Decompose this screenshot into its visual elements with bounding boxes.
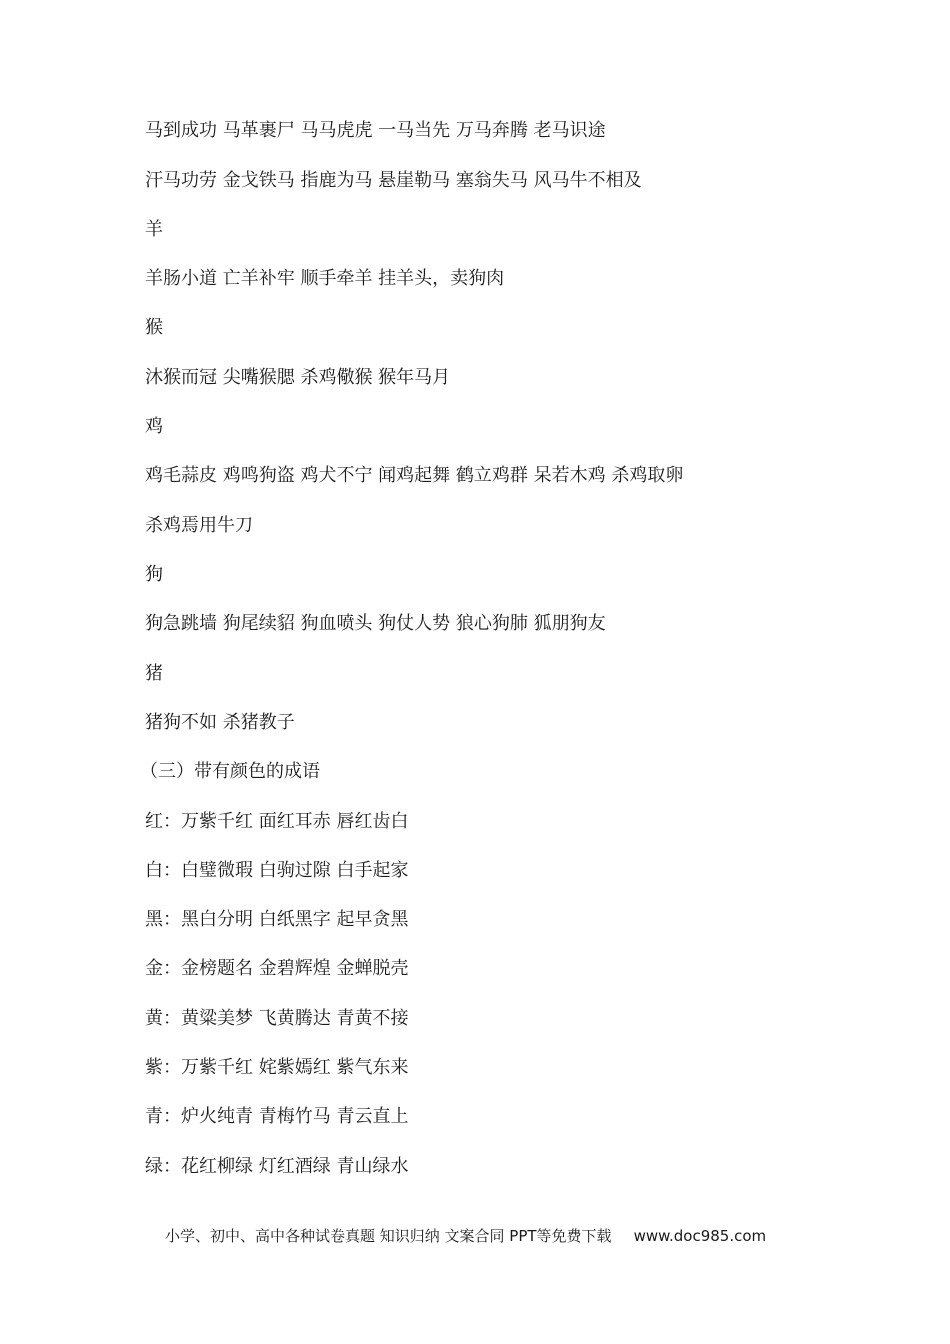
text-line: 黄：黄粱美梦 飞黄腾达 青黄不接 bbox=[145, 1008, 409, 1029]
text-line: 鸡毛蒜皮 鸡鸣狗盗 鸡犬不宁 闻鸡起舞 鹤立鸡群 呆若木鸡 杀鸡取卵 bbox=[145, 465, 684, 486]
text-line: 金：金榜题名 金碧辉煌 金蝉脱壳 bbox=[145, 958, 409, 979]
page-footer bbox=[165, 1225, 766, 1247]
text-line: 绿：花红柳绿 灯红酒绿 青山绿水 bbox=[145, 1156, 409, 1177]
section-heading: 鸡 bbox=[145, 416, 163, 437]
text-line: 沐猴而冠 尖嘴猴腮 杀鸡儆猴 猴年马月 bbox=[145, 367, 451, 388]
section-heading: 猴 bbox=[145, 317, 163, 338]
text-line: 汗马功劳 金戈铁马 指鹿为马 悬崖勒马 塞翁失马 风马牛不相及 bbox=[145, 170, 642, 191]
text-line: 杀鸡焉用牛刀 bbox=[145, 515, 253, 536]
section-heading: 猪 bbox=[145, 663, 163, 684]
footer-text: 小学、初中、高中各种试卷真题 知识归纳 文案合同 PPT等免费下载 bbox=[165, 1227, 612, 1245]
text-line: 青：炉火纯青 青梅竹马 青云直上 bbox=[145, 1106, 409, 1127]
text-line: 狗急跳墙 狗尾续貂 狗血喷头 狗仗人势 狼心狗肺 狐朋狗友 bbox=[145, 613, 606, 634]
text-line: 马到成功 马革裹尸 马马虎虎 一马当先 万马奔腾 老马识途 bbox=[145, 120, 606, 141]
text-line: 猪狗不如 杀猪教子 bbox=[145, 712, 295, 733]
section-heading: 狗 bbox=[145, 564, 163, 585]
text-line: 红：万紫千红 面红耳赤 唇红齿白 bbox=[145, 811, 409, 832]
text-line: 白：白璧微瑕 白驹过隙 白手起家 bbox=[145, 860, 409, 881]
text-line: 羊肠小道 亡羊补牢 顺手牵羊 挂羊头，卖狗肉 bbox=[145, 268, 505, 289]
text-line: 黑：黑白分明 白纸黑字 起早贪黑 bbox=[145, 909, 409, 930]
text-line: 紫：万紫千红 姹紫嫣红 紫气东来 bbox=[145, 1057, 409, 1078]
chapter-heading: （三）带有颜色的成语 bbox=[140, 761, 320, 782]
footer-url[interactable]: www.doc985.com bbox=[633, 1227, 767, 1245]
section-heading: 羊 bbox=[145, 219, 163, 240]
